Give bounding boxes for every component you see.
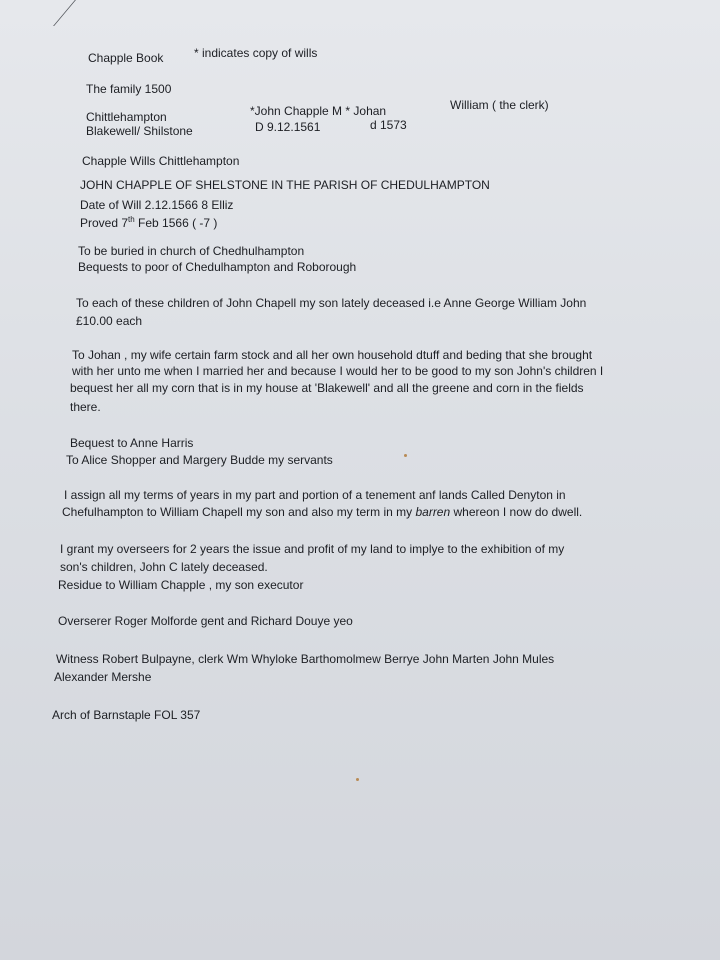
- proved-superscript: th: [128, 215, 135, 224]
- children-line-1: To each of these children of John Chapell my son lately deceased i.e Anne George William John: [76, 296, 587, 310]
- children-line-2: £10.00 each: [76, 314, 143, 328]
- proved-prefix: Proved 7: [80, 216, 129, 230]
- book-label: Chapple Book: [88, 51, 164, 65]
- assign-line-2-end: whereon I now do dwell.: [450, 505, 583, 519]
- john-chapple-heading: *John Chapple M * Johan: [250, 104, 387, 118]
- poor-bequest-line: Bequests to poor of Chedulhampton and Roborough: [78, 260, 357, 274]
- will-title: JOHN CHAPPLE OF SHELSTONE IN THE PARISH OF CHEDULHAMPTON: [80, 178, 490, 192]
- paper-speck: [404, 454, 407, 457]
- barren-word: barren: [415, 505, 451, 519]
- page-corner-mark: [27, 0, 76, 26]
- date-of-will: Date of Will 2.12.1566 8 Elliz: [80, 198, 234, 212]
- wills-note: * indicates copy of wills: [194, 46, 318, 60]
- family-year: The family 1500: [86, 82, 172, 96]
- johan-line-4: there.: [70, 400, 101, 414]
- grant-line-1: I grant my overseers for 2 years the issue and profit of my land to implye to the exhibition of my: [60, 542, 565, 556]
- servants-line: To Alice Shopper and Margery Budde my servants: [66, 453, 333, 467]
- witness-line-1: Witness Robert Bulpayne, clerk Wm Whyloke Barthomolmew Berrye John Marten John Mules: [56, 652, 555, 666]
- burial-line: To be buried in church of Chedhulhampton: [78, 244, 305, 258]
- residue-line: Residue to William Chapple , my son executor: [58, 578, 304, 592]
- assign-line-1: I assign all my terms of years in my part and portion of a tenement anf lands Called Denyton in: [64, 488, 566, 502]
- william-the-clerk: William ( the clerk): [450, 98, 549, 112]
- place-blakewell: Blakewell/ Shilstone: [86, 124, 193, 138]
- chapple-wills-label: Chapple Wills Chittlehampton: [82, 154, 240, 168]
- overseer-line: Overserer Roger Molforde gent and Richard Douye yeo: [58, 614, 353, 628]
- johan-line-3: bequest her all my corn that is in my house at 'Blakewell' and all the greene and corn in the fields: [70, 381, 584, 395]
- johan-death-date: d 1573: [370, 118, 407, 132]
- archive-reference: Arch of Barnstaple FOL 357: [52, 708, 201, 722]
- johan-line-1: To Johan , my wife certain farm stock and all her own household dtuff and beding that she brought: [72, 348, 593, 362]
- john-death-date: D 9.12.1561: [255, 120, 321, 134]
- proved-suffix: Feb 1566 ( -7 ): [134, 216, 218, 230]
- paper-speck: [356, 778, 359, 781]
- proved-date: [80, 216, 217, 230]
- assign-line-2: [62, 505, 582, 519]
- anne-harris-line: Bequest to Anne Harris: [70, 436, 194, 450]
- assign-line-2-start: Chefulhampton to William Chapell my son and also my term in my: [62, 505, 416, 519]
- grant-line-2: son's children, John C lately deceased.: [60, 560, 268, 574]
- johan-line-2: with her unto me when I married her and because I would her to be good to my son John's children I: [72, 364, 604, 378]
- witness-line-2: Alexander Mershe: [54, 670, 152, 684]
- place-chittlehampton: Chittlehampton: [86, 110, 167, 124]
